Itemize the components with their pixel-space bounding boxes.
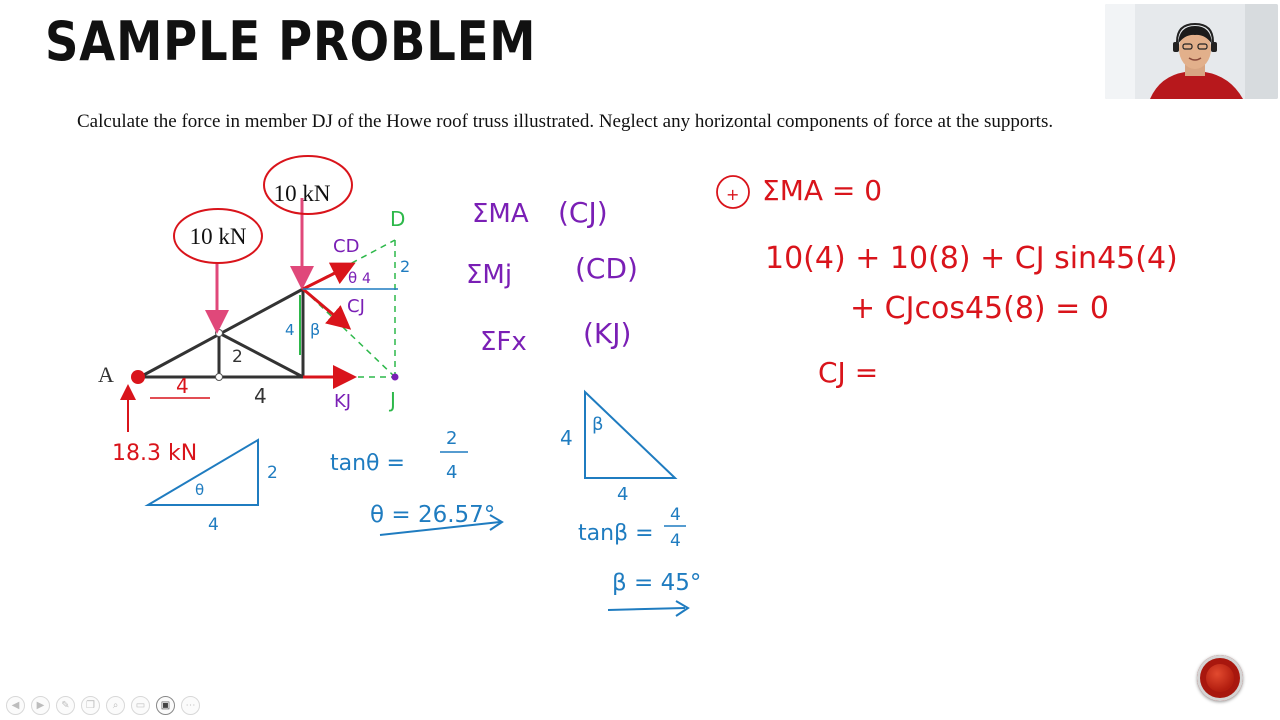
support-A-mark <box>131 370 145 384</box>
reaction-value: 18.3 kN <box>112 441 198 466</box>
dim-inner: 2 <box>232 347 243 367</box>
node-D-label: D <box>390 207 406 231</box>
tan-theta-lhs: tanθ = <box>330 451 405 476</box>
forward-icon[interactable]: ▶ <box>31 696 50 715</box>
moment-equation <box>717 174 1178 389</box>
member-CD-label: CD <box>333 236 360 257</box>
truss-joint <box>216 374 223 381</box>
beta-triangle-base: 4 <box>617 484 629 505</box>
angle-theta-value: 4 <box>362 271 371 287</box>
presentation-toolbar <box>6 694 200 716</box>
theta-triangle-side: 2 <box>267 463 278 483</box>
method-member-3: (KJ) <box>583 317 632 350</box>
camera-icon[interactable]: ▣ <box>156 696 175 715</box>
method-list <box>466 196 638 357</box>
beta-triangle <box>585 392 675 478</box>
moment-eq-line3: + CJcos45(8) = 0 <box>850 291 1109 326</box>
tan-theta-num: 2 <box>446 428 458 449</box>
moment-eq-line4: CJ = <box>818 356 879 389</box>
load-label-left: 10 kN <box>189 224 247 249</box>
dim-bottom-1: 4 <box>176 374 189 398</box>
load-label-right: 10 kN <box>273 181 331 206</box>
tan-beta-lhs: tanβ = <box>578 521 654 546</box>
support-A-label: A <box>98 362 114 387</box>
beta-triangle-angle: β <box>592 414 604 435</box>
zoom-icon[interactable]: ⌕ <box>106 696 125 715</box>
back-icon[interactable]: ◀ <box>6 696 25 715</box>
slide-title: SAMPLE PROBLEM <box>45 10 537 73</box>
moment-eq-line2: 10(4) + 10(8) + CJ sin45(4) <box>765 241 1178 276</box>
member-CJ-label: CJ <box>347 296 365 317</box>
dim-DJ: 2 <box>400 257 411 276</box>
force-arrow-CJ <box>303 289 342 322</box>
joint-J-dot <box>392 374 399 381</box>
method-member-2: (CD) <box>575 252 638 285</box>
record-button[interactable] <box>1197 655 1243 701</box>
angle-theta-label: θ <box>348 269 358 287</box>
method-eq-1: ΣMA <box>472 199 529 229</box>
truss-joint <box>216 330 223 337</box>
beta-triangle-side: 4 <box>560 426 573 450</box>
beta-result: β = 45° <box>612 570 702 596</box>
angle-beta-label: β <box>310 320 321 339</box>
dim-bottom-2: 4 <box>254 384 267 408</box>
method-eq-2: ΣMj <box>466 260 513 290</box>
more-icon[interactable]: ⋯ <box>181 696 200 715</box>
problem-statement: Calculate the force in member DJ of the Howe roof truss illustrated. Neglect any horizontal components of force at the supports. <box>77 111 1054 132</box>
copy-icon[interactable]: ❐ <box>81 696 100 715</box>
tan-theta-den: 4 <box>446 462 458 483</box>
method-eq-3: ΣFx <box>480 327 527 357</box>
beta-side-label: 4 <box>285 321 295 339</box>
method-member-1: (CJ) <box>558 196 608 229</box>
svg-text:+: + <box>726 185 740 204</box>
pen-icon[interactable]: ✎ <box>56 696 75 715</box>
subtitle-icon[interactable]: ▭ <box>131 696 150 715</box>
moment-eq-line1: ΣMA = 0 <box>762 174 883 207</box>
force-arrow-CD <box>303 268 345 289</box>
node-J-label: J <box>390 388 396 412</box>
theta-result: θ = 26.57° <box>370 502 496 528</box>
theta-triangle-base: 4 <box>208 515 219 535</box>
tan-beta-num: 4 <box>670 505 681 525</box>
member-KJ-label: KJ <box>334 391 352 412</box>
theta-triangle-angle: θ <box>195 481 205 499</box>
tan-beta-den: 4 <box>670 531 681 551</box>
